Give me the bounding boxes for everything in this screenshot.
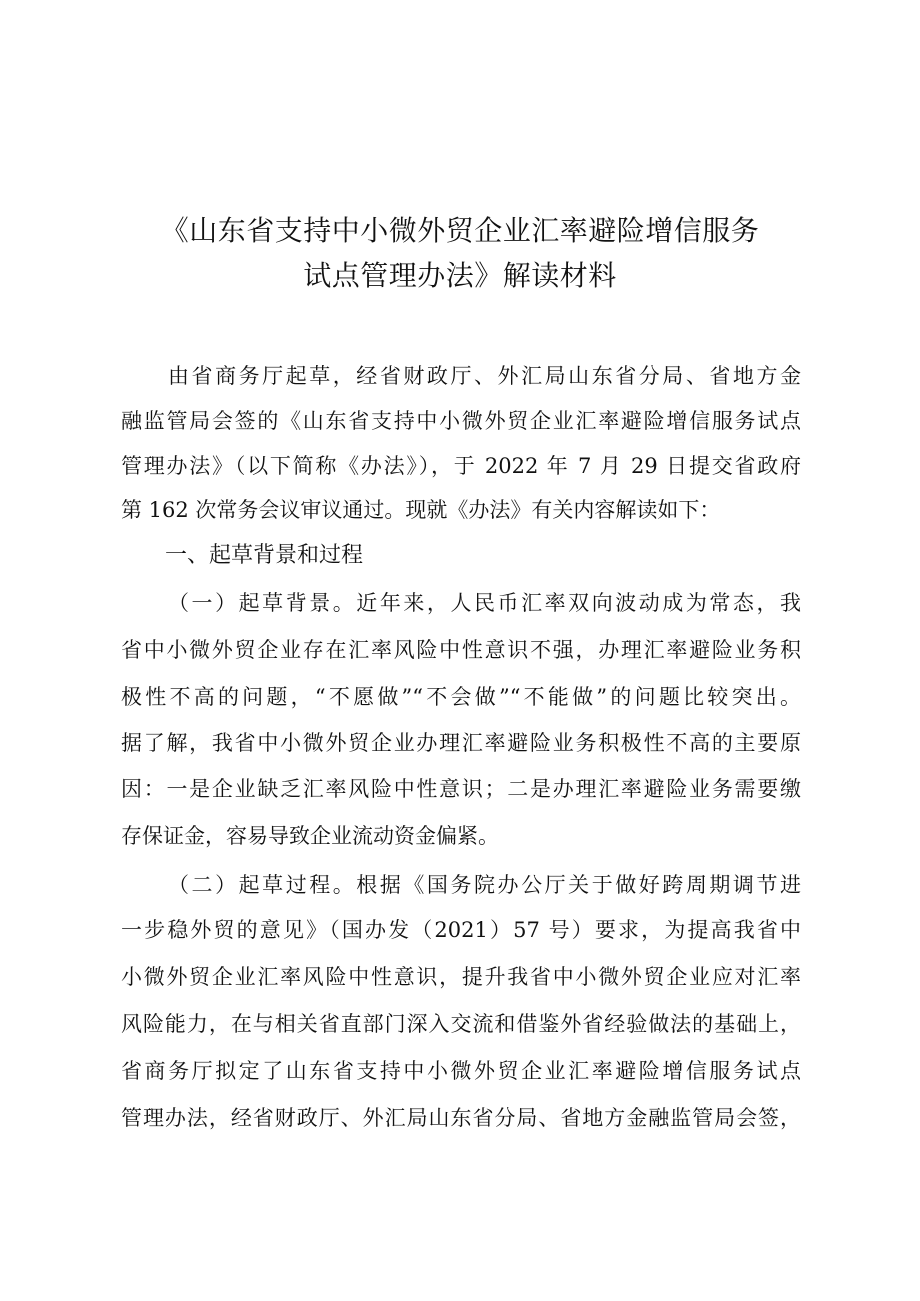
- paragraph-line: 因：一是企业缺乏汇率风险中性意识；二是办理汇率避险业务需要缴: [121, 777, 801, 801]
- paragraph-line: 省商务厅拟定了山东省支持中小微外贸企业汇率避险增信服务试点: [121, 1059, 801, 1083]
- intro-paragraph-line: 管理办法》（以下简称《办法》），于 2022 年 7 月 29 日提交省政府: [121, 454, 801, 478]
- paragraph-line: 风险能力，在与相关省直部门深入交流和借鉴外省经验做法的基础上，: [121, 1012, 801, 1036]
- paragraph-line: 小微外贸企业汇率风险中性意识，提升我省中小微外贸企业应对汇率: [121, 965, 801, 989]
- paragraph-line: 省中小微外贸企业存在汇率风险中性意识不强，办理汇率避险业务积: [121, 638, 801, 662]
- section-heading: 一、起草背景和过程: [165, 543, 364, 568]
- intro-paragraph-line: 由省商务厅起草，经省财政厅、外汇局山东省分局、省地方金: [168, 364, 801, 388]
- document-title-line-2: 试点管理办法》解读材料: [303, 259, 617, 292]
- paragraph-line: 管理办法，经省财政厅、外汇局山东省分局、省地方金融监管局会签，: [121, 1106, 801, 1130]
- paragraph-line: （二）起草过程。根据《国务院办公厅关于做好跨周期调节进: [168, 873, 801, 897]
- intro-paragraph-line: 融监管局会签的《山东省支持中小微外贸企业汇率避险增信服务试点: [121, 409, 801, 433]
- intro-paragraph-line: 第 162 次常务会议审议通过。现就《办法》有关内容解读如下：: [121, 498, 721, 522]
- paragraph-line: 据了解，我省中小微外贸企业办理汇率避险业务积极性不高的主要原: [121, 731, 801, 755]
- document-title-line-1: 《山东省支持中小微外贸企业汇率避险增信服务: [160, 214, 760, 247]
- paragraph-line: （一）起草背景。近年来，人民币汇率双向波动成为常态，我: [168, 591, 801, 615]
- paragraph-line: 存保证金，容易导致企业流动资金偏紧。: [121, 824, 499, 848]
- paragraph-line: 极性不高的问题，“不愿做”“不会做”“不能做”的问题比较突出。: [121, 685, 801, 709]
- paragraph-line: 一步稳外贸的意见》（国办发（2021）57 号）要求，为提高我省中: [121, 918, 801, 942]
